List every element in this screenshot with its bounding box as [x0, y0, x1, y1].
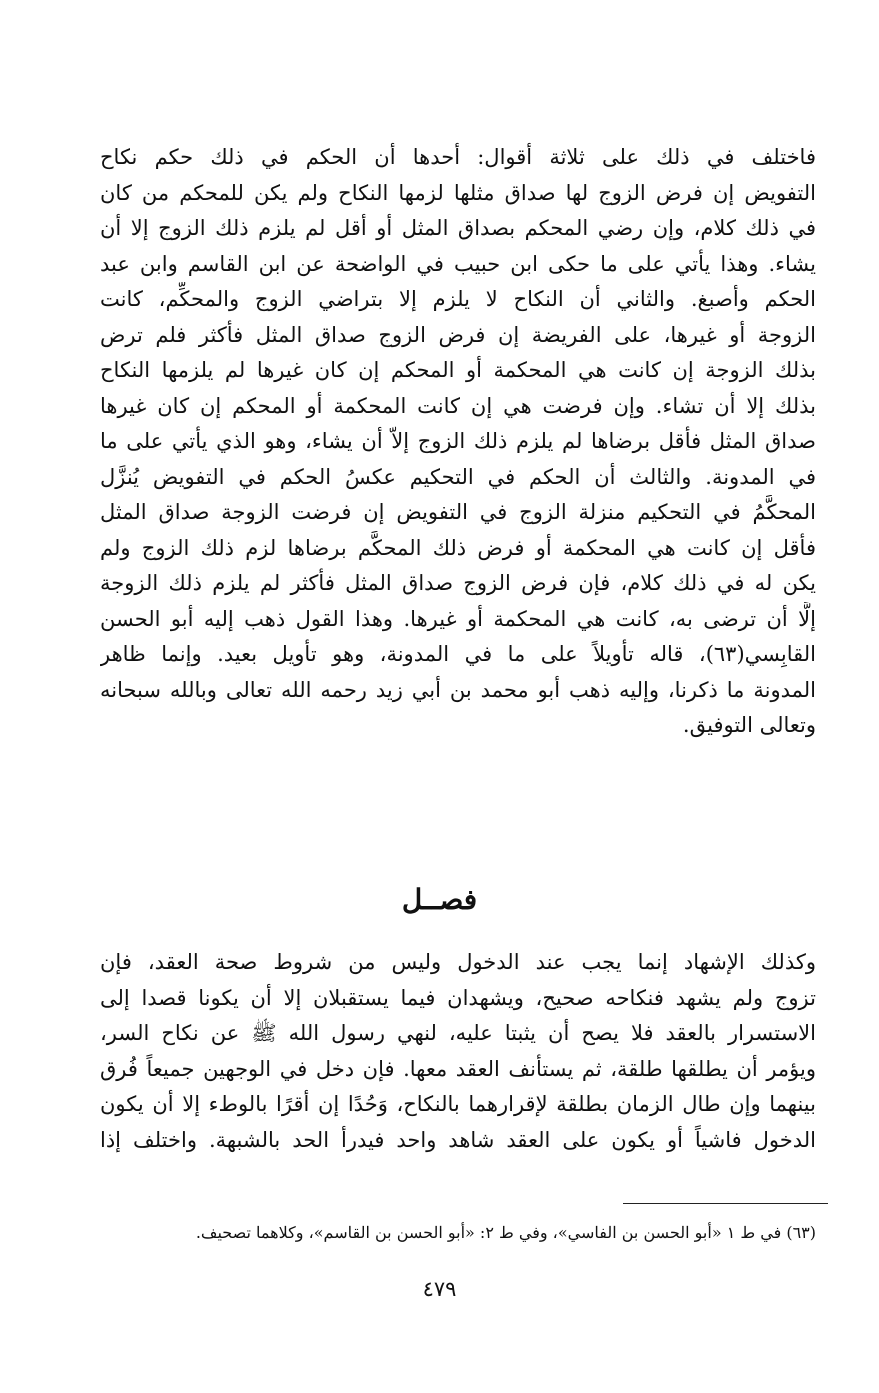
text-line: المحكَّمُ في التحكيم منزلة الزوج في التفويض إن فرضت الزوجة صداق المثل — [100, 500, 816, 524]
text-line: الزوجة أو غيرها، على الفريضة إن فرض الزوج صداق المثل فأكثر فلم ترض — [100, 322, 816, 347]
text-line: فاختلف في ذلك على ثلاثة أقوال: أحدها أن الحكم في ذلك حكم نكاح — [100, 145, 816, 169]
text-line: يكن له في ذلك كلام، فإن فرض الزوج صداق المثل فأكثر لم يلزم ذلك الزوجة — [100, 571, 816, 595]
text-line: وكذلك الإشهاد إنما يجب عند الدخول وليس من شروط صحة العقد، فإن — [100, 950, 816, 974]
text-line: إلَّا أن ترضى به، كانت هي المحكمة أو غيرها. وهذا القول ذهب إليه أبو الحسن — [100, 606, 816, 631]
text-line: ويؤمر أن يطلقها طلقة، ثم يستأنف العقد معها. فإن دخل في الوجهين جميعاً فُرق — [100, 1056, 816, 1081]
text-line: صداق المثل فأقل برضاها لم يلزم ذلك الزوج إلاّ أن يشاء، وهو الذي يأتي على ما — [100, 429, 816, 453]
text-line: في المدونة. والثالث أن الحكم في التحكيم عكسُ الحكم في التفويض يُنزَّل — [100, 464, 816, 489]
text-line: بينهما وإن طال الزمان بطلقة لإقرارهما بالنكاح، وَحُدًا إن أقرًا بالوطء إلا أن يكون — [100, 1092, 816, 1116]
text-line: الدخول فاشياً أو يكون على العقد شاهد واحد فيدرأ الحد بالشبهة. واختلف إذا — [100, 1127, 816, 1152]
paragraph-2 — [100, 945, 816, 1158]
text-line: القابِسي(٦٣)، قاله تأويلاً على ما في المدونة، وهو تأويل بعيد. وإنما ظاهر — [100, 642, 816, 666]
paragraph-1 — [100, 140, 816, 744]
footnote: (٦٣) في ط ١ «أبو الحسن بن الفاسي»، وفي ط ٢: «أبو الحسن بن القاسم»، وكلاهما تصحيف. — [195, 1223, 816, 1242]
text-line: بذلك الزوجة إن كانت هي المحكمة أو المحكم إن كان غيرها لم يلزمها النكاح — [100, 358, 816, 382]
text-line: بذلك إلا أن تشاء. وإن فرضت هي إن كانت المحكمة أو المحكم إن كان غيرها — [100, 393, 816, 418]
footnote-divider — [623, 1203, 828, 1204]
page-number: ٤٧٩ — [422, 1277, 457, 1301]
text-line: تزوج ولم يشهد فنكاحه صحيح، ويشهدان فيما يستقبلان إلا أن يكونا قصدا إلى — [100, 985, 816, 1010]
text-line: وتعالى التوفيق. — [682, 713, 816, 737]
text-line: الاستسرار بالعقد فلا يصح أن يثبتا عليه، لنهي رسول الله ﷺ عن نكاح السر، — [100, 1021, 816, 1045]
section-heading: فصــل — [401, 883, 478, 916]
text-line: فأقل إن كانت هي المحكمة أو فرض ذلك المحكَّم برضاها لزم ذلك الزوج ولم — [100, 535, 816, 560]
text-line: يشاء. وهذا يأتي على ما حكى ابن حبيب في الواضحة عن ابن القاسم وابن عبد — [100, 251, 816, 276]
text-line: الحكم وأصبغ. والثاني أن النكاح لا يلزم إلا بتراضي الزوج والمحكِّم، كانت — [100, 287, 816, 311]
text-line: في ذلك كلام، وإن رضي المحكم بصداق المثل أو أقل لم يلزم ذلك الزوج إلا أن — [100, 216, 816, 240]
text-line: التفويض إن فرض الزوج لها صداق مثلها لزمها النكاح ولم يكن للمحكم من كان — [100, 180, 816, 205]
text-line: المدونة ما ذكرنا، وإليه ذهب أبو محمد بن أبي زيد رحمه الله تعالى وبالله سبحانه — [100, 677, 816, 702]
